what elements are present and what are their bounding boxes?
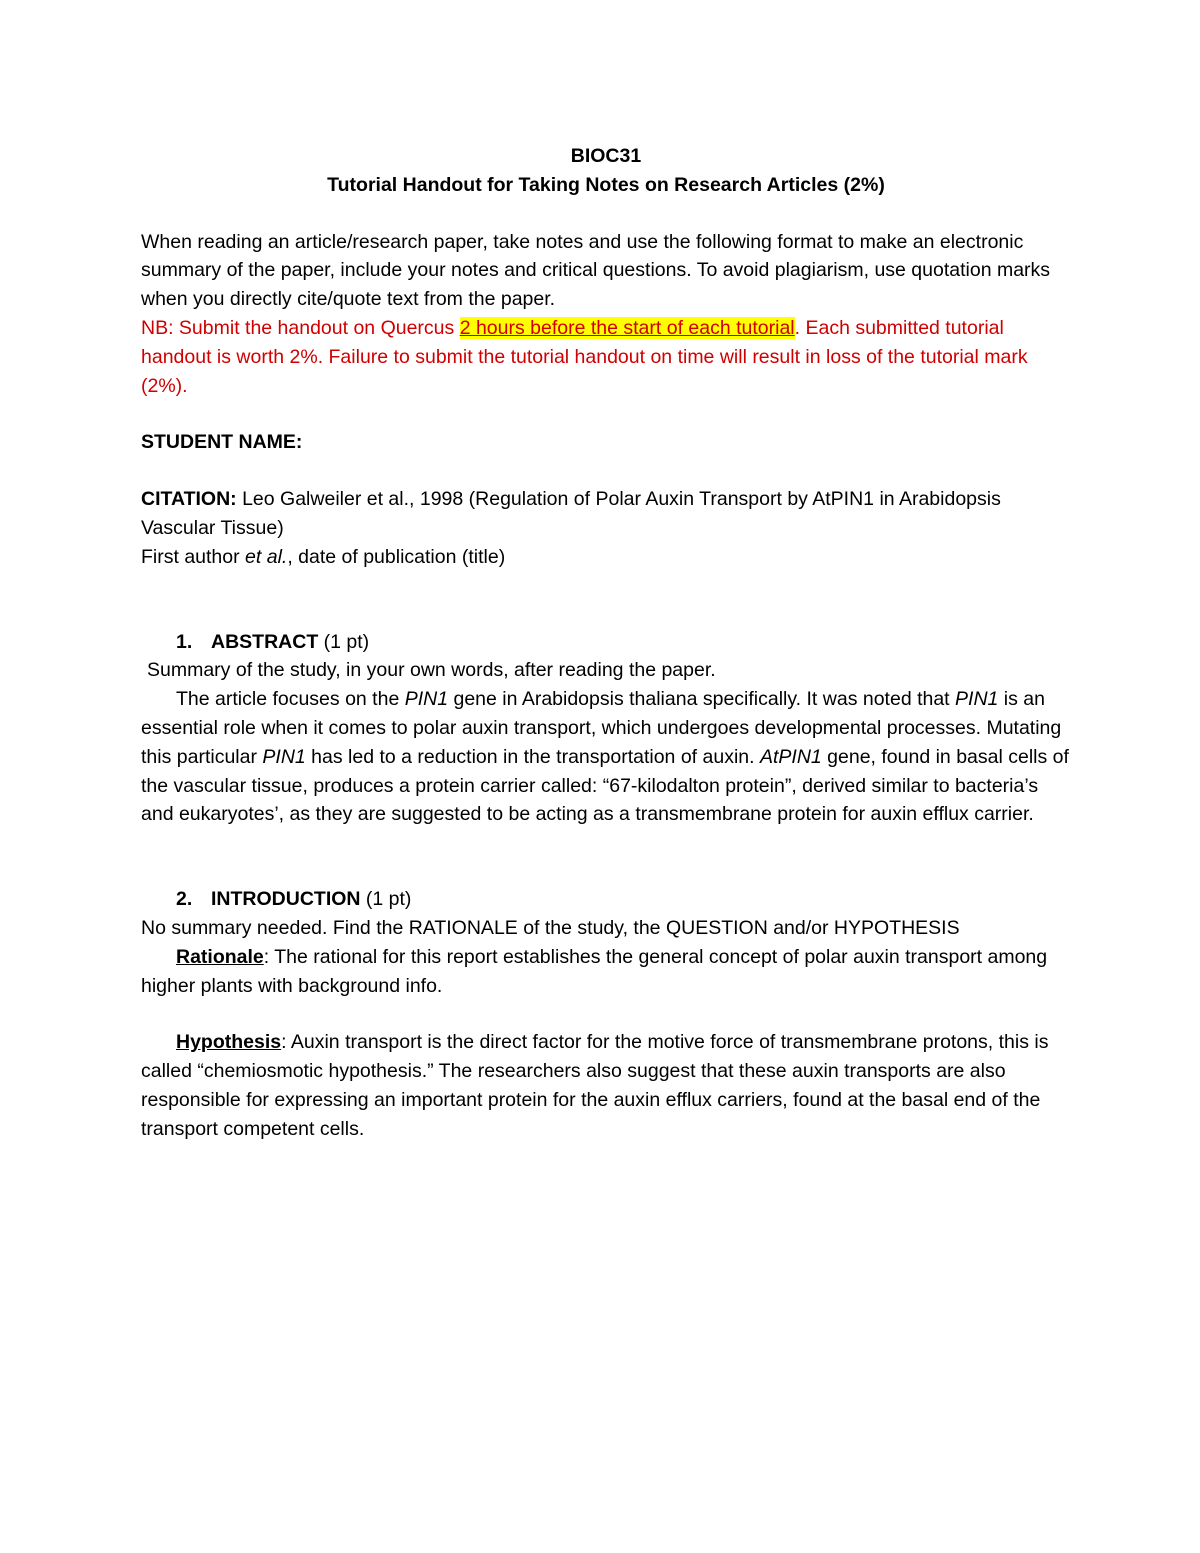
- course-code: BIOC31: [570, 145, 642, 167]
- abstract-number: 1.: [176, 630, 193, 653]
- student-name-label: STUDENT NAME:: [141, 431, 303, 454]
- introduction-prompt: No summary needed. Find the RATIONALE of the study, the QUESTION and/or HYPOTHESIS: [141, 916, 960, 939]
- abstract-text-run: has led to a reduction in the transportation of auxin.: [305, 745, 760, 768]
- nb-suffix: . Each submitted tutorial handout is worth 2%. Failure to submit the tutorial handout on time will result in loss of the tutorial mark (2%).: [141, 316, 1028, 397]
- document-content: [141, 142, 1071, 1144]
- abstract-heading: [141, 628, 1071, 657]
- abstract-text-run: gene, found in basal cells of the vascular tissue, produces a protein carrier called: “67-kilodalton protein”, derived similar to bacteria’s and eukaryotes’, as they are suggested to be acting as a transmembrane protein for auxin efflux carrier.: [141, 745, 1069, 826]
- document-title: Tutorial Handout for Taking Notes on Research Articles (2%): [327, 173, 885, 196]
- abstract-text-run: is an essential role when it comes to polar auxin transport, which undergoes developmental processes. Mutating this particular: [141, 688, 1062, 768]
- hypothesis-paragraph: [141, 1028, 1071, 1143]
- citation-format: [141, 543, 1071, 572]
- abstract-italic-term: AtPIN1: [759, 745, 822, 768]
- abstract-italic-term: PIN1: [955, 688, 999, 711]
- citation-label: CITATION:: [141, 488, 237, 511]
- citation-format-prefix: First author: [141, 545, 246, 568]
- rationale-paragraph: [141, 943, 1071, 1001]
- abstract-text-run: The article focuses on the: [176, 688, 405, 711]
- title-block: [141, 142, 1071, 200]
- introduction-title: INTRODUCTION: [211, 888, 361, 911]
- abstract-points: (1 pt): [318, 630, 370, 653]
- introduction-number: 2.: [176, 888, 193, 911]
- citation-format-italic: et al.: [245, 545, 288, 568]
- abstract-body: [141, 685, 1071, 829]
- nb-prefix: NB: Submit the handout on Quercus: [141, 316, 460, 339]
- citation-format-suffix: , date of publication (title): [287, 545, 506, 568]
- rationale-label: Rationale: [176, 945, 264, 968]
- nb-notice: [141, 314, 1071, 400]
- abstract-italic-term: PIN1: [262, 745, 306, 768]
- abstract-title: ABSTRACT: [211, 630, 319, 653]
- hypothesis-text: : Auxin transport is the direct factor for the motive force of transmembrane protons, this is called “chemiosmotic hypothesis.” The researchers also suggest that these auxin transports are also responsible for expressing an important protein for the auxin efflux carriers, found at the basal end of the transport competent cells.: [141, 1031, 1049, 1140]
- introduction-points: (1 pt): [360, 888, 412, 911]
- instructions-text: When reading an article/research paper, take notes and use the following format to make an electronic summary of the paper, include your notes and critical questions. To avoid plagiarism, use quotation marks when you directly cite/quote text from the paper.: [141, 230, 1051, 311]
- abstract-prompt: Summary of the study, in your own words, after reading the paper.: [147, 659, 716, 682]
- rationale-text: : The rational for this report establishes the general concept of polar auxin transport among higher plants with background info.: [141, 945, 1048, 997]
- citation-text: Leo Galweiler et al., 1998 (Regulation of Polar Auxin Transport by AtPIN1 in Arabidopsis Vascular Tissue): [141, 488, 1001, 539]
- abstract-text-run: gene in Arabidopsis thaliana specifically. It was noted that: [448, 688, 956, 711]
- nb-deadline-highlight: 2 hours before the start of each tutorial: [459, 316, 795, 339]
- citation: [141, 485, 1071, 543]
- abstract-italic-term: PIN1: [404, 688, 449, 711]
- introduction-heading: [141, 885, 1071, 914]
- hypothesis-label: Hypothesis: [176, 1031, 282, 1054]
